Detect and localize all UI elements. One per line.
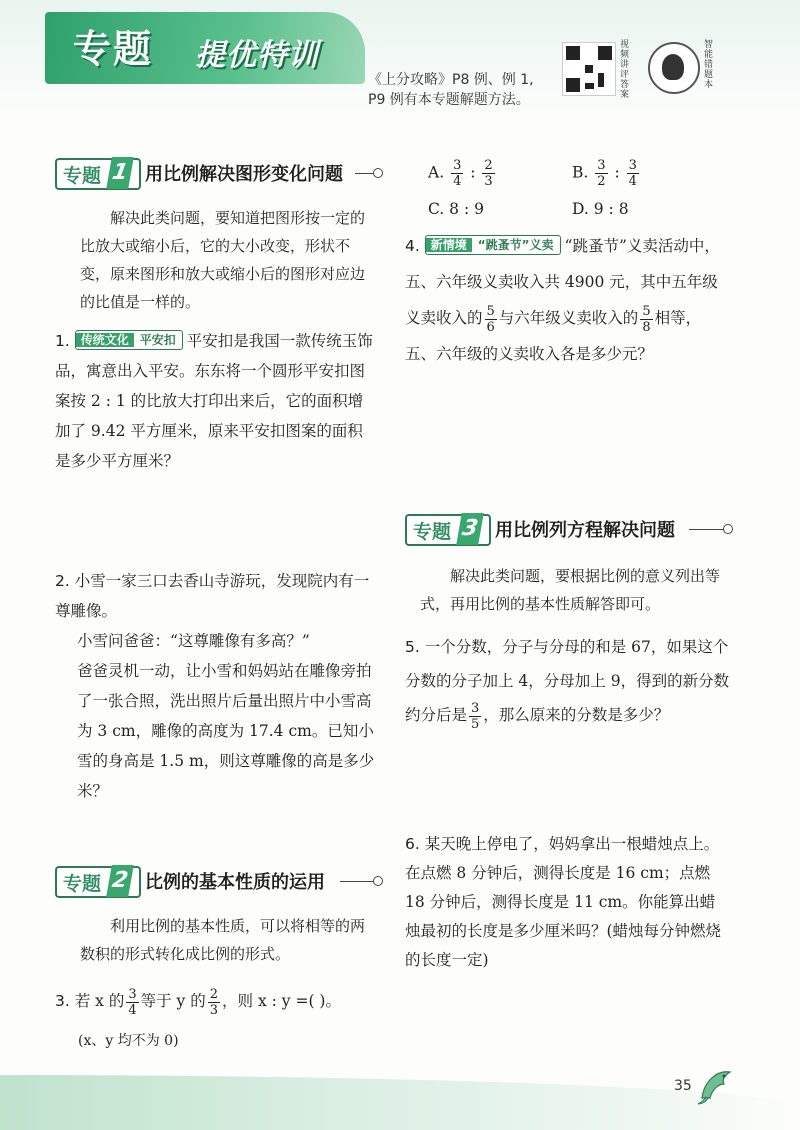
- option-text: 9 : 8: [593, 200, 629, 218]
- fraction: [627, 158, 639, 189]
- question-text: 一个分数，分子与分母的和是 67，如果这个分数的分子加上 4，分母加上 9，得到的新分数约分后是: [405, 638, 730, 724]
- question-number: 4.: [405, 237, 420, 255]
- numerator: 5: [486, 303, 495, 319]
- question-text: 小雪一家三口去香山寺游玩，发现院内有一尊雕像。: [55, 572, 370, 620]
- section-2-intro: 利用比例的基本性质，可以将相等的两数积的形式转化成比例的形式。: [80, 917, 366, 963]
- qr-code-icon: [562, 42, 616, 96]
- section-1-header: [55, 158, 380, 188]
- title-main: 专题: [73, 27, 154, 71]
- question-tag: [425, 235, 561, 255]
- denominator: 5: [471, 716, 480, 732]
- denominator: 6: [486, 319, 495, 335]
- question-number: 6.: [405, 835, 420, 853]
- fraction: [485, 304, 497, 335]
- fraction: [469, 701, 481, 732]
- question-text: “跳蚤节”义卖活动中，五、六年级义卖收入共 4900 元，其中五年级义卖收入的: [405, 237, 720, 327]
- section-3-header: [405, 514, 735, 544]
- tag-label: 传统文化: [76, 333, 134, 347]
- option-b[interactable]: B. $\frac{3}{2}$ : $\frac{3}{4}$: [572, 158, 637, 189]
- fraction: [208, 987, 220, 1018]
- option-key: D.: [572, 200, 589, 218]
- denominator: 8: [642, 319, 651, 335]
- section-1-intro: 解决此类问题，要知道把图形按一定的比放大或缩小后，它的大小改变，形状不变，原来图形和放大或缩小后的图形对应边的比值是一样的。: [80, 209, 366, 311]
- numerator: 5: [642, 303, 651, 319]
- question-text: 与六年级义卖收入的: [498, 309, 639, 327]
- section-tag-label: 专题: [63, 165, 102, 187]
- question-text: 爸爸灵机一动，让小雪和妈妈站在雕像旁拍了一张合照，洗出照片后量出照片中小雪高为 3 cm，雕像的高度为 17.4 cm。已知小雪的身高是 1.5 m，则这尊雕像的高是多少米？: [77, 662, 375, 800]
- section-tag-label: 专题: [413, 521, 452, 543]
- fraction: [482, 158, 494, 189]
- numerator: 3: [453, 158, 462, 173]
- denominator: 4: [453, 174, 462, 189]
- question-1: [55, 326, 375, 476]
- dolphin-icon: [694, 1062, 740, 1108]
- question-number: 5.: [405, 638, 420, 656]
- section-tag-label: 专题: [63, 873, 102, 895]
- question-4: [405, 228, 730, 372]
- section-number: 1: [106, 157, 134, 189]
- denominator: 4: [128, 1002, 137, 1018]
- denominator: 3: [484, 174, 493, 189]
- option-text: 8 : 9: [449, 200, 484, 218]
- denominator: 3: [209, 1002, 219, 1018]
- wrong-book-label: 智能错题本: [704, 40, 714, 90]
- fraction: [126, 987, 138, 1018]
- page-number: 35: [674, 1078, 692, 1094]
- section-title: 用比例解决图形变化问题: [145, 164, 343, 185]
- option-key: C.: [428, 200, 445, 218]
- title-sub: 提优特训: [195, 38, 319, 73]
- option-key: B.: [572, 163, 589, 182]
- numerator: 3: [471, 700, 480, 716]
- denominator: 2: [597, 174, 606, 189]
- option-c[interactable]: [428, 200, 484, 218]
- section-2-header: [55, 866, 380, 896]
- denominator: 4: [628, 174, 637, 189]
- page-title-banner: [45, 12, 365, 84]
- question-text: ，则 x : y =( )。: [222, 992, 341, 1010]
- header-note: 《上分攻略》P8 例、例 1, P9 例有本专题解题方法。: [368, 72, 534, 108]
- question-3: [55, 984, 380, 1018]
- section-3-intro: 解决此类问题，要根据比例的意义列出等式，再用比例的基本性质解答即可。: [420, 567, 721, 613]
- question-text: 平安扣是我国一款传统玉饰品，寓意出入平安。东东将一个圆形平安扣图案按 2 : 1 的比放大打印出来后，它的面积增加了 9.42 平方厘米，原来平安扣图案的面积是多少平方厘米？: [55, 332, 373, 470]
- section-tag: [55, 158, 141, 190]
- numerator: 3: [597, 158, 606, 173]
- question-text: ，那么原来的分数是多少？: [483, 706, 670, 724]
- tag-topic: 平安扣: [139, 333, 176, 347]
- tag-topic: “跳蚤节”义卖: [477, 238, 554, 252]
- section-tag: [55, 866, 141, 898]
- numerator: 2: [484, 158, 493, 173]
- question-number: 3.: [55, 992, 70, 1010]
- section-title: 比例的基本性质的运用: [145, 872, 325, 893]
- section-title: 用比例列方程解决问题: [495, 520, 675, 541]
- question-tag: [75, 330, 183, 350]
- question-6: [405, 830, 730, 975]
- fraction: [595, 158, 607, 189]
- numerator: 3: [628, 158, 637, 173]
- numerator: 2: [209, 986, 219, 1002]
- numerator: 3: [128, 986, 137, 1002]
- fraction: [640, 304, 652, 335]
- section-number: 3: [456, 513, 484, 545]
- question-text: 相等，五、六年级的义卖收入各是多少元？: [405, 309, 702, 363]
- qr-label: 视频讲评答案: [620, 40, 630, 100]
- option-key: A.: [428, 163, 445, 182]
- option-a[interactable]: A. $\frac{3}{4}$ : $\frac{2}{3}$: [428, 158, 493, 189]
- section-number: 2: [106, 865, 134, 897]
- tag-label: 新情境: [426, 238, 472, 252]
- wrong-book-icon: [648, 42, 700, 94]
- question-3-note: (x、y 均不为 0): [78, 1033, 179, 1049]
- fraction: [451, 158, 463, 189]
- question-number: 2.: [55, 572, 70, 590]
- question-text: 某天晚上停电了，妈妈拿出一根蜡烛点上。在点燃 8 分钟后，测得长度是 16 cm；点燃 18 分钟后，测得长度是 11 cm。你能算出蜡烛最初的长度是多少厘米吗？(蜡烛每分钟燃烧的长度一定): [405, 835, 722, 969]
- option-d[interactable]: [572, 200, 629, 218]
- question-2: [55, 566, 375, 806]
- question-5: [405, 630, 730, 732]
- question-text: 等于 y 的: [140, 992, 206, 1010]
- question-number: 1.: [55, 332, 70, 350]
- question-text: 若 x 的: [74, 992, 125, 1010]
- question-text: 小雪问爸爸：“这尊雕像有多高？”: [77, 632, 310, 650]
- section-tag: [405, 514, 491, 546]
